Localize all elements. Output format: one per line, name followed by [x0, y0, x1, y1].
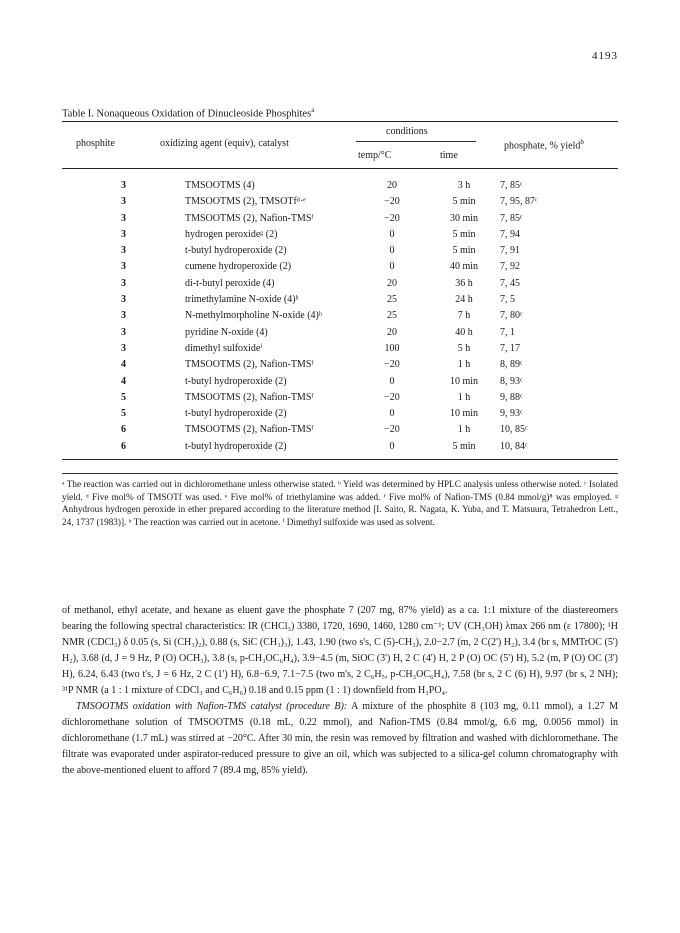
cell-phosphite: 4 [121, 359, 126, 371]
cell-time: 5 min [452, 440, 476, 452]
cell-time: 40 min [449, 261, 479, 273]
cell-agent: TMSOOTMS (2), Nafion-TMSᶠ [185, 424, 314, 436]
cell-phosphite: 3 [121, 342, 126, 354]
table-row [62, 227, 618, 243]
cell-agent: trimethylamine N-oxide (4)ʰ [185, 294, 299, 306]
cell-time: 7 h [457, 310, 471, 322]
cell-time: 1 h [457, 359, 471, 371]
cell-phosphite: 3 [121, 180, 126, 191]
cell-agent: pyridine N-oxide (4) [185, 326, 268, 338]
cell-temp: 0 [389, 408, 395, 420]
cell-agent: t-butyl hydroperoxide (2) [185, 440, 287, 452]
table-row [62, 308, 618, 324]
procedure-b-heading: TMSOOTMS oxidation with Nafion-TMS catalyst (procedure B): [76, 701, 348, 712]
table-footnotes: ᵃ The reaction was carried out in dichloromethane unless otherwise stated. ᵇ Yield was determined by HPLC analysis unless otherwise noted. ᶜ Isolated yield. ᵈ Five mol% of TMSOTf was used. ᵉ Five mol% of triethylamine was added. ᶠ Five mol% of Nafion-TMS (0.84 mmol/g)⁸ was employed. ᵍ Anhydrous hydrogen peroxide in ether prepared according to the literature method [I. Saito, R. Nagata, K. Yuba, and T. Matsuura, Tetrahedron Lett., 24, 1737 (1983)]. ʰ The reaction was carried out in acetone. ⁱ Dimethyl sulfoxide was used as solvent. [62, 479, 618, 527]
cell-time: 10 min [449, 375, 479, 387]
cell-yield: 8, 89ᶜ [500, 359, 523, 371]
cell-temp: 25 [387, 310, 397, 322]
table-footnote-rule [62, 473, 618, 474]
cell-temp: 20 [387, 326, 397, 338]
cell-yield: 7, 85ᶜ [500, 180, 523, 191]
cell-time: 24 h [455, 294, 473, 306]
table-row [62, 439, 618, 455]
cell-time: 5 h [457, 342, 471, 354]
cell-agent: TMSOOTMS (2), Nafion-TMSᶠ [185, 391, 314, 403]
table-header-rule [62, 168, 618, 169]
cell-temp: 25 [387, 294, 397, 306]
cell-phosphite: 3 [121, 196, 126, 208]
cell-phosphite: 3 [121, 310, 126, 322]
cell-yield: 7, 5 [500, 294, 515, 306]
cell-yield: 7, 95, 87ᶜ [500, 196, 538, 208]
cell-time: 5 min [452, 228, 476, 240]
cell-time: 5 min [452, 196, 476, 208]
table-top-rule [62, 121, 618, 122]
table-row [62, 194, 618, 210]
cell-time: 36 h [455, 277, 473, 289]
paragraph-2 [62, 699, 618, 779]
cell-yield: 7, 94 [500, 228, 520, 240]
table-row [62, 211, 618, 227]
cell-phosphite: 4 [121, 375, 126, 387]
cell-agent: dimethyl sulfoxideⁱ [185, 342, 263, 354]
conditions-rule [356, 141, 476, 142]
cell-yield: 7, 91 [500, 245, 520, 257]
cell-phosphite: 3 [121, 294, 126, 306]
table-row [62, 292, 618, 308]
cell-time: 5 min [452, 245, 476, 257]
cell-yield: 7, 80ᶜ [500, 310, 523, 322]
table-row [62, 406, 618, 422]
page-number: 4193 [592, 50, 618, 62]
cell-temp: −20 [384, 212, 400, 224]
cell-agent: t-butyl hydroperoxide (2) [185, 375, 287, 387]
table-row [62, 357, 618, 373]
cell-yield: 10, 84ᶜ [500, 440, 528, 452]
oxidation-table [62, 178, 618, 455]
cell-phosphite: 3 [121, 277, 126, 289]
table-row [62, 259, 618, 275]
cell-phosphite: 3 [121, 326, 126, 338]
header-temp: temp/°C [358, 150, 392, 161]
cell-yield: 7, 85ᶜ [500, 212, 523, 224]
cell-agent: t-butyl hydroperoxide (2) [185, 245, 287, 257]
cell-agent: t-butyl hydroperoxide (2) [185, 408, 287, 420]
table-row [62, 325, 618, 341]
cell-agent: TMSOOTMS (2), TMSOTfᵈ·ᵉ [185, 196, 306, 208]
cell-agent: TMSOOTMS (2), Nafion-TMSᶠ [185, 359, 314, 371]
cell-yield: 10, 85ᶜ [500, 424, 528, 436]
cell-temp: −20 [384, 424, 400, 436]
cell-temp: 0 [389, 228, 395, 240]
paragraph-1: of methanol, ethyl acetate, and hexane as eluent gave the phosphate 7 (207 mg, 87% yield) as a ca. 1:1 mixture of the diastereomers bearing the following spectral characteristics: IR (CHCl₃) 3380, 1720, 1690, 1460, 1280 cm⁻¹; UV (CH₃OH) λmax 266 nm (ε 17800); ¹H NMR (CDCl₃) δ 0.05 (s, Si (CH₃)₂), 0.88 (s, SiC (CH₃)₃), 1.43, 1.90 (two s's, C (5)-CH₃), 2.0−2.7 (m, 2 C(2') H₂), 3.4 (br s, MMTrOC (5') H₂), 3.68 (d, J = 9 Hz, P (O) OCH₃), 3.8 (s, p-CH₃OC₆H₄), 3.9−4.5 (m, SiOC (3') H, 2 C (4') H, 2 P (O) OC (5') H), 5.2 (m, P (O) OC (3') H), 6.24, 6.43 (two t's, J = 6 Hz, 2 C (1') H), 6.8−6.9, 7.1−7.5 (two m's, 2 C₆H₅, p-CH₃OC₆H₄), 7.58 (br s, 2 C (6) H), 9.97 (br s, 2 NH); ³¹P NMR (a 1 : 1 mixture of CDCl₃ and C₆H₆) 0.18 and 0.15 ppm (1 : 1) downfield from H₃PO₄. [62, 605, 618, 696]
cell-agent: hydrogen peroxideᵍ (2) [185, 228, 278, 240]
cell-phosphite: 3 [121, 228, 126, 240]
cell-phosphite: 6 [121, 424, 126, 436]
header-phosphite: phosphite [76, 138, 115, 149]
cell-temp: 20 [387, 180, 397, 191]
cell-time: 10 min [449, 408, 479, 420]
table-row [62, 341, 618, 357]
cell-agent: cumene hydroperoxide (2) [185, 261, 292, 273]
table-row [62, 276, 618, 292]
table-row [62, 390, 618, 406]
cell-time: 40 h [455, 326, 473, 338]
header-conditions: conditions [386, 126, 428, 137]
cell-phosphite: 3 [121, 245, 126, 257]
cell-yield: 7, 17 [500, 342, 520, 354]
cell-temp: 0 [389, 440, 395, 452]
table-row [62, 178, 618, 194]
table-row [62, 374, 618, 390]
header-agent: oxidizing agent (equiv), catalyst [160, 138, 289, 149]
cell-temp: 20 [387, 277, 397, 289]
cell-phosphite: 5 [121, 391, 126, 403]
cell-temp: −20 [384, 359, 400, 371]
cell-yield: 7, 92 [500, 261, 520, 273]
table-title-text: Table I. Nonaqueous Oxidation of Dinucleoside Phosphites [62, 108, 312, 120]
cell-agent: TMSOOTMS (2), Nafion-TMSᶠ [185, 212, 314, 224]
paragraph-2-text: A mixture of the phosphite 8 (103 mg, 0.11 mmol), a 1.27 M dichloromethane solution of TMSOOTMS (0.18 mL, 0.22 mmol), and Nafion-TMS (0.84 mmol/g, 6.6 mg, 0.0056 mmol) in dichloromethane (1.7 mL) was stirred at −20°C. After 30 min, the resin was removed by filtration and washed with dichloromethane. The filtrate was evaporated under aspirator-reduced pressure to give an oil, which was subjected to a silica-gel column chromatography with the above-mentioned eluent to afford 7 (89.4 mg, 85% yield). [62, 701, 619, 776]
cell-time: 1 h [457, 424, 471, 436]
cell-temp: −20 [384, 391, 400, 403]
cell-yield: 9, 93ᶜ [500, 408, 523, 420]
cell-temp: 0 [389, 375, 395, 387]
cell-time: 30 min [449, 212, 479, 224]
cell-temp: 0 [389, 245, 395, 257]
header-yield-text: phosphate, % yield [504, 140, 581, 152]
table-title [62, 106, 314, 120]
header-yield [504, 138, 584, 151]
cell-phosphite: 3 [121, 212, 126, 224]
cell-yield: 7, 1 [500, 326, 515, 338]
cell-yield: 8, 93ᶜ [500, 375, 523, 387]
table-row [62, 243, 618, 259]
cell-temp: −20 [384, 196, 400, 208]
table-row [62, 422, 618, 438]
cell-time: 1 h [457, 391, 471, 403]
cell-agent: di-t-butyl peroxide (4) [185, 277, 275, 289]
cell-agent: TMSOOTMS (4) [185, 180, 255, 191]
header-time: time [440, 150, 458, 161]
cell-temp: 0 [389, 261, 395, 273]
cell-agent: N-methylmorpholine N-oxide (4)ʰ [185, 310, 323, 322]
body-text [62, 603, 618, 779]
cell-phosphite: 5 [121, 408, 126, 420]
table-title-footnote-mark: a [311, 106, 315, 114]
cell-yield: 9, 88ᶜ [500, 391, 523, 403]
cell-phosphite: 6 [121, 440, 126, 452]
cell-time: 3 h [457, 180, 471, 191]
cell-temp: 100 [384, 342, 400, 354]
header-yield-footnote-mark: b [580, 138, 584, 146]
cell-phosphite: 3 [121, 261, 126, 273]
cell-yield: 7, 45 [500, 277, 520, 289]
table-bottom-rule [62, 459, 618, 460]
